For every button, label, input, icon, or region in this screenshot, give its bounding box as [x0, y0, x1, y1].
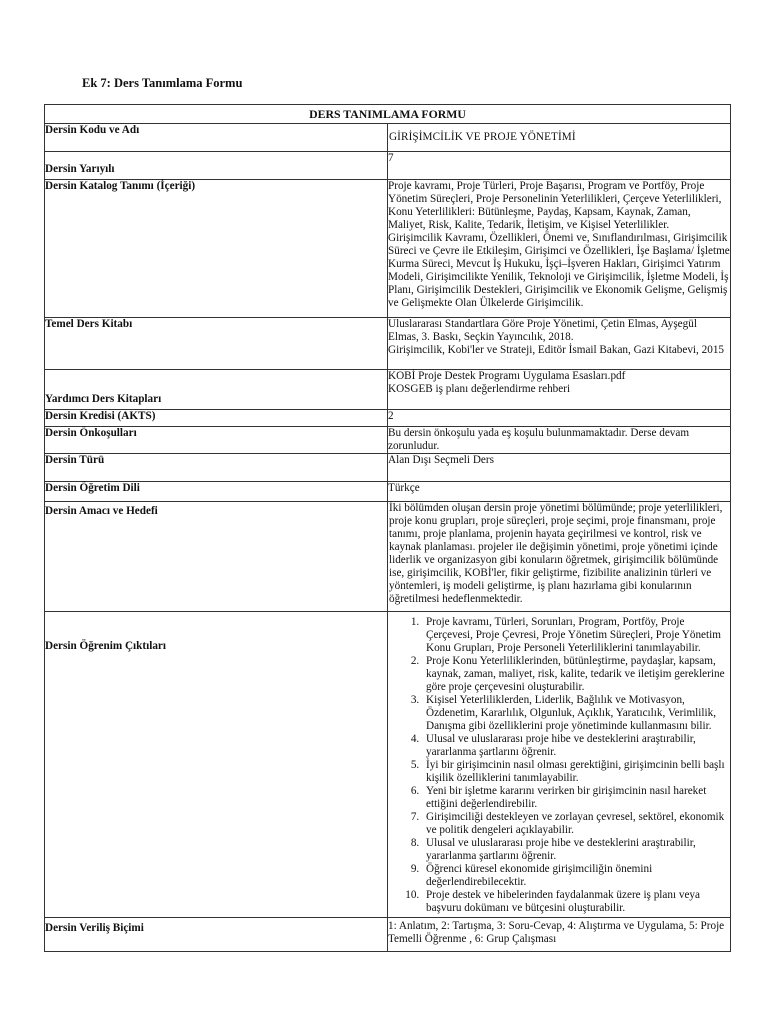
- label-prerequisites: Dersin Önkoşulları: [45, 427, 388, 454]
- list-item: 3. Kişisel Yeterliliklerden, Liderlik, Bağlılık ve Motivasyon, Özdenetim, Kararlılık, Olgunluk, Açıklık, Yaratıcılık, Verimlilik, Danışma gibi özelliklerini proje yönetiminde kullanmasını bilir.: [422, 694, 728, 733]
- catalog-paragraph-1: Proje kavramı, Proje Türleri, Proje Başarısı, Program ve Portföy, Proje Yönetim Süreçleri, Proje Personelinin Yeterlilikleri, Çerçeve Yeterlilikleri, Konu Yeterlilikleri: Bütünleşme, Paydaş, Kapsam, Kaynak, Zaman, Maliyet, Risk, Kalite, Tedarik, İletişim, ve Kişisel Yeterlilikler.: [388, 180, 722, 231]
- row-course-code-name: [45, 124, 731, 152]
- value-course-type: Alan Dışı Seçmeli Ders: [388, 454, 731, 482]
- row-supplementary-books: [45, 370, 731, 410]
- supplementary-book-1: KOBİ Proje Destek Programı Uygulama Esasları.pdf: [388, 370, 626, 382]
- label-semester: Dersin Yarıyılı: [45, 152, 388, 180]
- label-supplementary-books: Yardımcı Ders Kitapları: [45, 370, 388, 410]
- row-catalog-description: [45, 180, 731, 318]
- list-item: 6. Yeni bir işletme kararını verirken bir girişimcinin nasıl hareket ettiğini değerlendirebilir.: [422, 785, 728, 811]
- list-item: 10. Proje destek ve hibelerinden faydalanmak üzere iş planı veya başvuru dokümanı ve bütçesini oluşturabilir.: [422, 889, 728, 915]
- row-semester: [45, 152, 731, 180]
- course-definition-form: [44, 104, 731, 952]
- list-item: 8. Ulusal ve uluslararası proje hibe ve desteklerini araştırabilir, yararlanma şartlarını öğrenir.: [422, 837, 728, 863]
- value-delivery-method: 1: Anlatım, 2: Tartışma, 3: Soru-Cevap, 4: Alıştırma ve Uygulama, 5: Proje Temelli Öğrenme , 6: Grup Çalışması: [388, 918, 731, 952]
- label-course-type: Dersin Türü: [45, 454, 388, 482]
- row-objectives: [45, 502, 731, 612]
- list-item: 9. Öğrenci küresel ekonomide girişimciliğin önemini değerlendirebilecektir.: [422, 863, 728, 889]
- value-language: Türkçe: [388, 482, 731, 502]
- form-title-row: [45, 105, 731, 124]
- list-item: 5. İyi bir girişimcinin nasıl olması gerektiğini, girişimcinin belli başlı kişilik özelliklerini tanımlayabilir.: [422, 759, 728, 785]
- label-credits: Dersin Kredisi (AKTS): [45, 410, 388, 427]
- textbook-2: Girişimcilik, Kobi'ler ve Strateji, Editör İsmail Bakan, Gazi Kitabevi, 2015: [388, 344, 725, 356]
- row-credits: [45, 410, 731, 427]
- label-catalog-description: Dersin Katalog Tanımı (İçeriği): [45, 180, 388, 318]
- value-objectives: İki bölümden oluşan dersin proje yönetimi bölümünde; proje yeterlilikleri, proje konu grupları, proje süreçleri, proje seçimi, proje finansmanı, proje tanımı, proje planlama, projenin hayata geçirilmesi ve kontrol, risk ve kaynak planlaması. projeler ile değişimin yönetimi, proje yönetimi içinde liderlik ve organizasyon gibi konuların öğretmek, girişimcilik bölümünde ise, girişimcilik, KOBİ'ler, fikir geliştirme, fizibilite analizinin türleri ve yöntemleri, iş modeli geliştirme, iş planı hazırlama gibi konularının öğretilmesi hedeflenmektedir.: [388, 502, 731, 612]
- value-semester: 7: [388, 152, 731, 180]
- textbook-1: Uluslararası Standartlara Göre Proje Yönetimi, Çetin Elmas, Ayşegül Elmas, 3. Baskı, Seçkin Yayıncılık, 2018.: [388, 318, 697, 343]
- value-prerequisites: Bu dersin önkoşulu yada eş koşulu bulunmamaktadır. Derse devam zorunludur.: [388, 427, 731, 454]
- list-item: 7. Girişimciliği destekleyen ve zorlayan çevresel, sektörel, ekonomik ve politik dengeleri açıklayabilir.: [422, 811, 728, 837]
- list-item: 2. Proje Konu Yeterliliklerinden, bütünleştirme, paydaşlar, kapsam, kaynak, zaman, maliyet, risk, kalite, tedarik ve iletişim gereklerine göre proje çerçevesini oluşturabilir.: [422, 655, 728, 694]
- row-learning-outcomes: [45, 612, 731, 918]
- form-title: DERS TANIMLAMA FORMU: [45, 105, 731, 124]
- row-course-type: [45, 454, 731, 482]
- label-course-code-name: Dersin Kodu ve Adı: [45, 124, 388, 152]
- label-learning-outcomes: Dersin Öğrenim Çıktıları: [45, 612, 388, 918]
- learning-outcomes-list: [388, 616, 728, 915]
- value-learning-outcomes: [388, 612, 731, 918]
- catalog-paragraph-2: Girişimcilik Kavramı, Özellikleri, Önemi ve, Sınıflandırılması, Girişimcilik Süreci ve Çevre ile Etkileşim, Girişimci ve Özellikleri, İşe Başlama/ İşletme Kurma Süreci, Mevcut İş Hukuku, İşçi–İşveren Hakları, Girişimci Yatırım Modeli, Girişimcilikte Yenilik, Teknoloji ve Girişimcilik, İşletme Modeli, İş Planı, Girişimcilik Destekleri, Girişimcilik ve Ekonomik Gelişme, Gelişmiş ve Gelişmekte Olan Ülkelerde Girişimcilik.: [388, 232, 730, 309]
- label-main-textbook: Temel Ders Kitabı: [45, 318, 388, 370]
- row-prerequisites: [45, 427, 731, 454]
- supplementary-book-2: KOSGEB iş planı değerlendirme rehberi: [388, 383, 571, 395]
- row-delivery-method: [45, 918, 731, 952]
- value-main-textbook: [388, 318, 731, 370]
- row-main-textbook: [45, 318, 731, 370]
- label-objectives: Dersin Amacı ve Hedefi: [45, 502, 388, 612]
- value-supplementary-books: [388, 370, 731, 410]
- list-item: 1. Proje kavramı, Türleri, Sorunları, Program, Portföy, Proje Çerçevesi, Proje Çevresi, Proje Yönetim Süreçleri, Proje Yönetim Konu Grupları, Proje Personeli Yeterliliklerini tanımlayabilir.: [422, 616, 728, 655]
- value-credits: 2: [388, 410, 731, 427]
- value-catalog-description: [388, 180, 731, 318]
- row-language: [45, 482, 731, 502]
- label-language: Dersin Öğretim Dili: [45, 482, 388, 502]
- value-course-code-name: GİRİŞİMCİLİK VE PROJE YÖNETİMİ: [388, 124, 731, 152]
- label-delivery-method: Dersin Veriliş Biçimi: [45, 918, 388, 952]
- list-item: 4. Ulusal ve uluslararası proje hibe ve desteklerini araştırabilir, yararlanma şartlarını öğrenir.: [422, 733, 728, 759]
- document-heading: Ek 7: Ders Tanımlama Formu: [82, 76, 243, 90]
